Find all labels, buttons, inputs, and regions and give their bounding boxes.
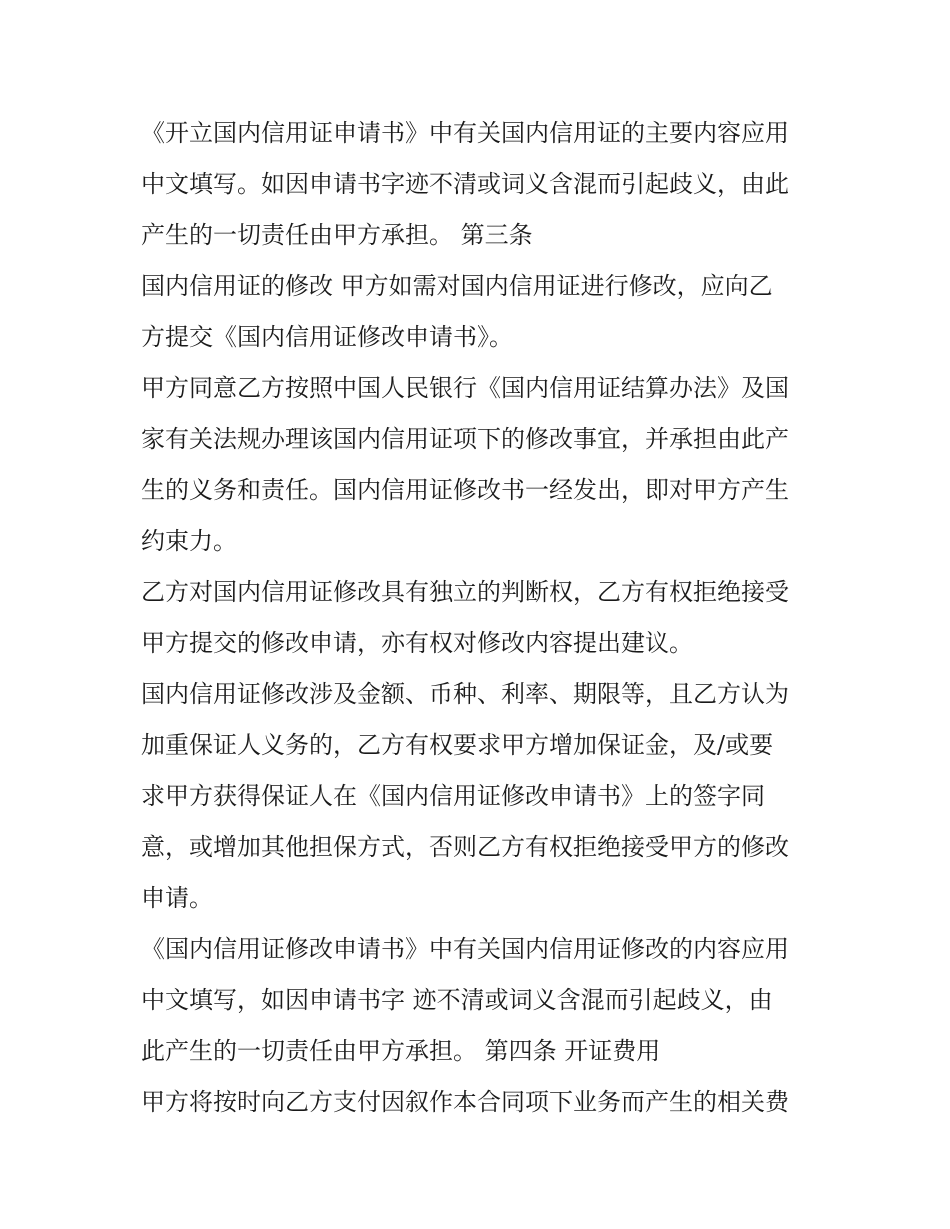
text-line: 甲方同意乙方按照中国人民银行《国内信用证结算办法》及国 xyxy=(141,374,789,402)
text-line: 乙方对国内信用证修改具有独立的判断权，乙方有权拒绝接受 xyxy=(141,578,789,606)
text-line: 方提交《国内信用证修改申请书》。 xyxy=(141,323,513,351)
text-line: 国内信用证的修改 甲方如需对国内信用证进行修改，应向乙 xyxy=(141,272,773,300)
contract-text-body xyxy=(141,108,816,1128)
text-line: 意，或增加其他担保方式，否则乙方有权拒绝接受甲方的修改 xyxy=(141,833,789,861)
text-line: 中文填写，如因申请书字 迹不清或词义含混而引起歧义，由 xyxy=(141,986,773,1014)
text-line: 生的义务和责任。国内信用证修改书一经发出，即对甲方产生 xyxy=(141,476,789,504)
text-line: 申请。 xyxy=(141,884,213,912)
text-line: 甲方提交的修改申请，亦有权对修改内容提出建议。 xyxy=(141,629,693,657)
text-line: 《开立国内信用证申请书》中有关国内信用证的主要内容应用 xyxy=(141,119,789,147)
text-line: 产生的一切责任由甲方承担。 第三条 xyxy=(141,221,533,249)
text-line: 约束力。 xyxy=(141,527,237,555)
text-line: 加重保证人义务的，乙方有权要求甲方增加保证金，及/或要 xyxy=(141,731,774,759)
text-line: 家有关法规办理该国内信用证项下的修改事宜，并承担由此产 xyxy=(141,425,789,453)
text-line: 《国内信用证修改申请书》中有关国内信用证修改的内容应用 xyxy=(141,935,789,963)
text-line: 此产生的一切责任由甲方承担。 第四条 开证费用 xyxy=(141,1037,661,1065)
text-line: 中文填写。如因申请书字迹不清或词义含混而引起歧义，由此 xyxy=(141,170,789,198)
text-line: 甲方将按时向乙方支付因叙作本合同项下业务而产生的相关费 xyxy=(141,1088,789,1116)
text-line: 国内信用证修改涉及金额、币种、利率、期限等，且乙方认为 xyxy=(141,680,789,708)
text-line: 求甲方获得保证人在《国内信用证修改申请书》上的签字同 xyxy=(141,782,765,810)
